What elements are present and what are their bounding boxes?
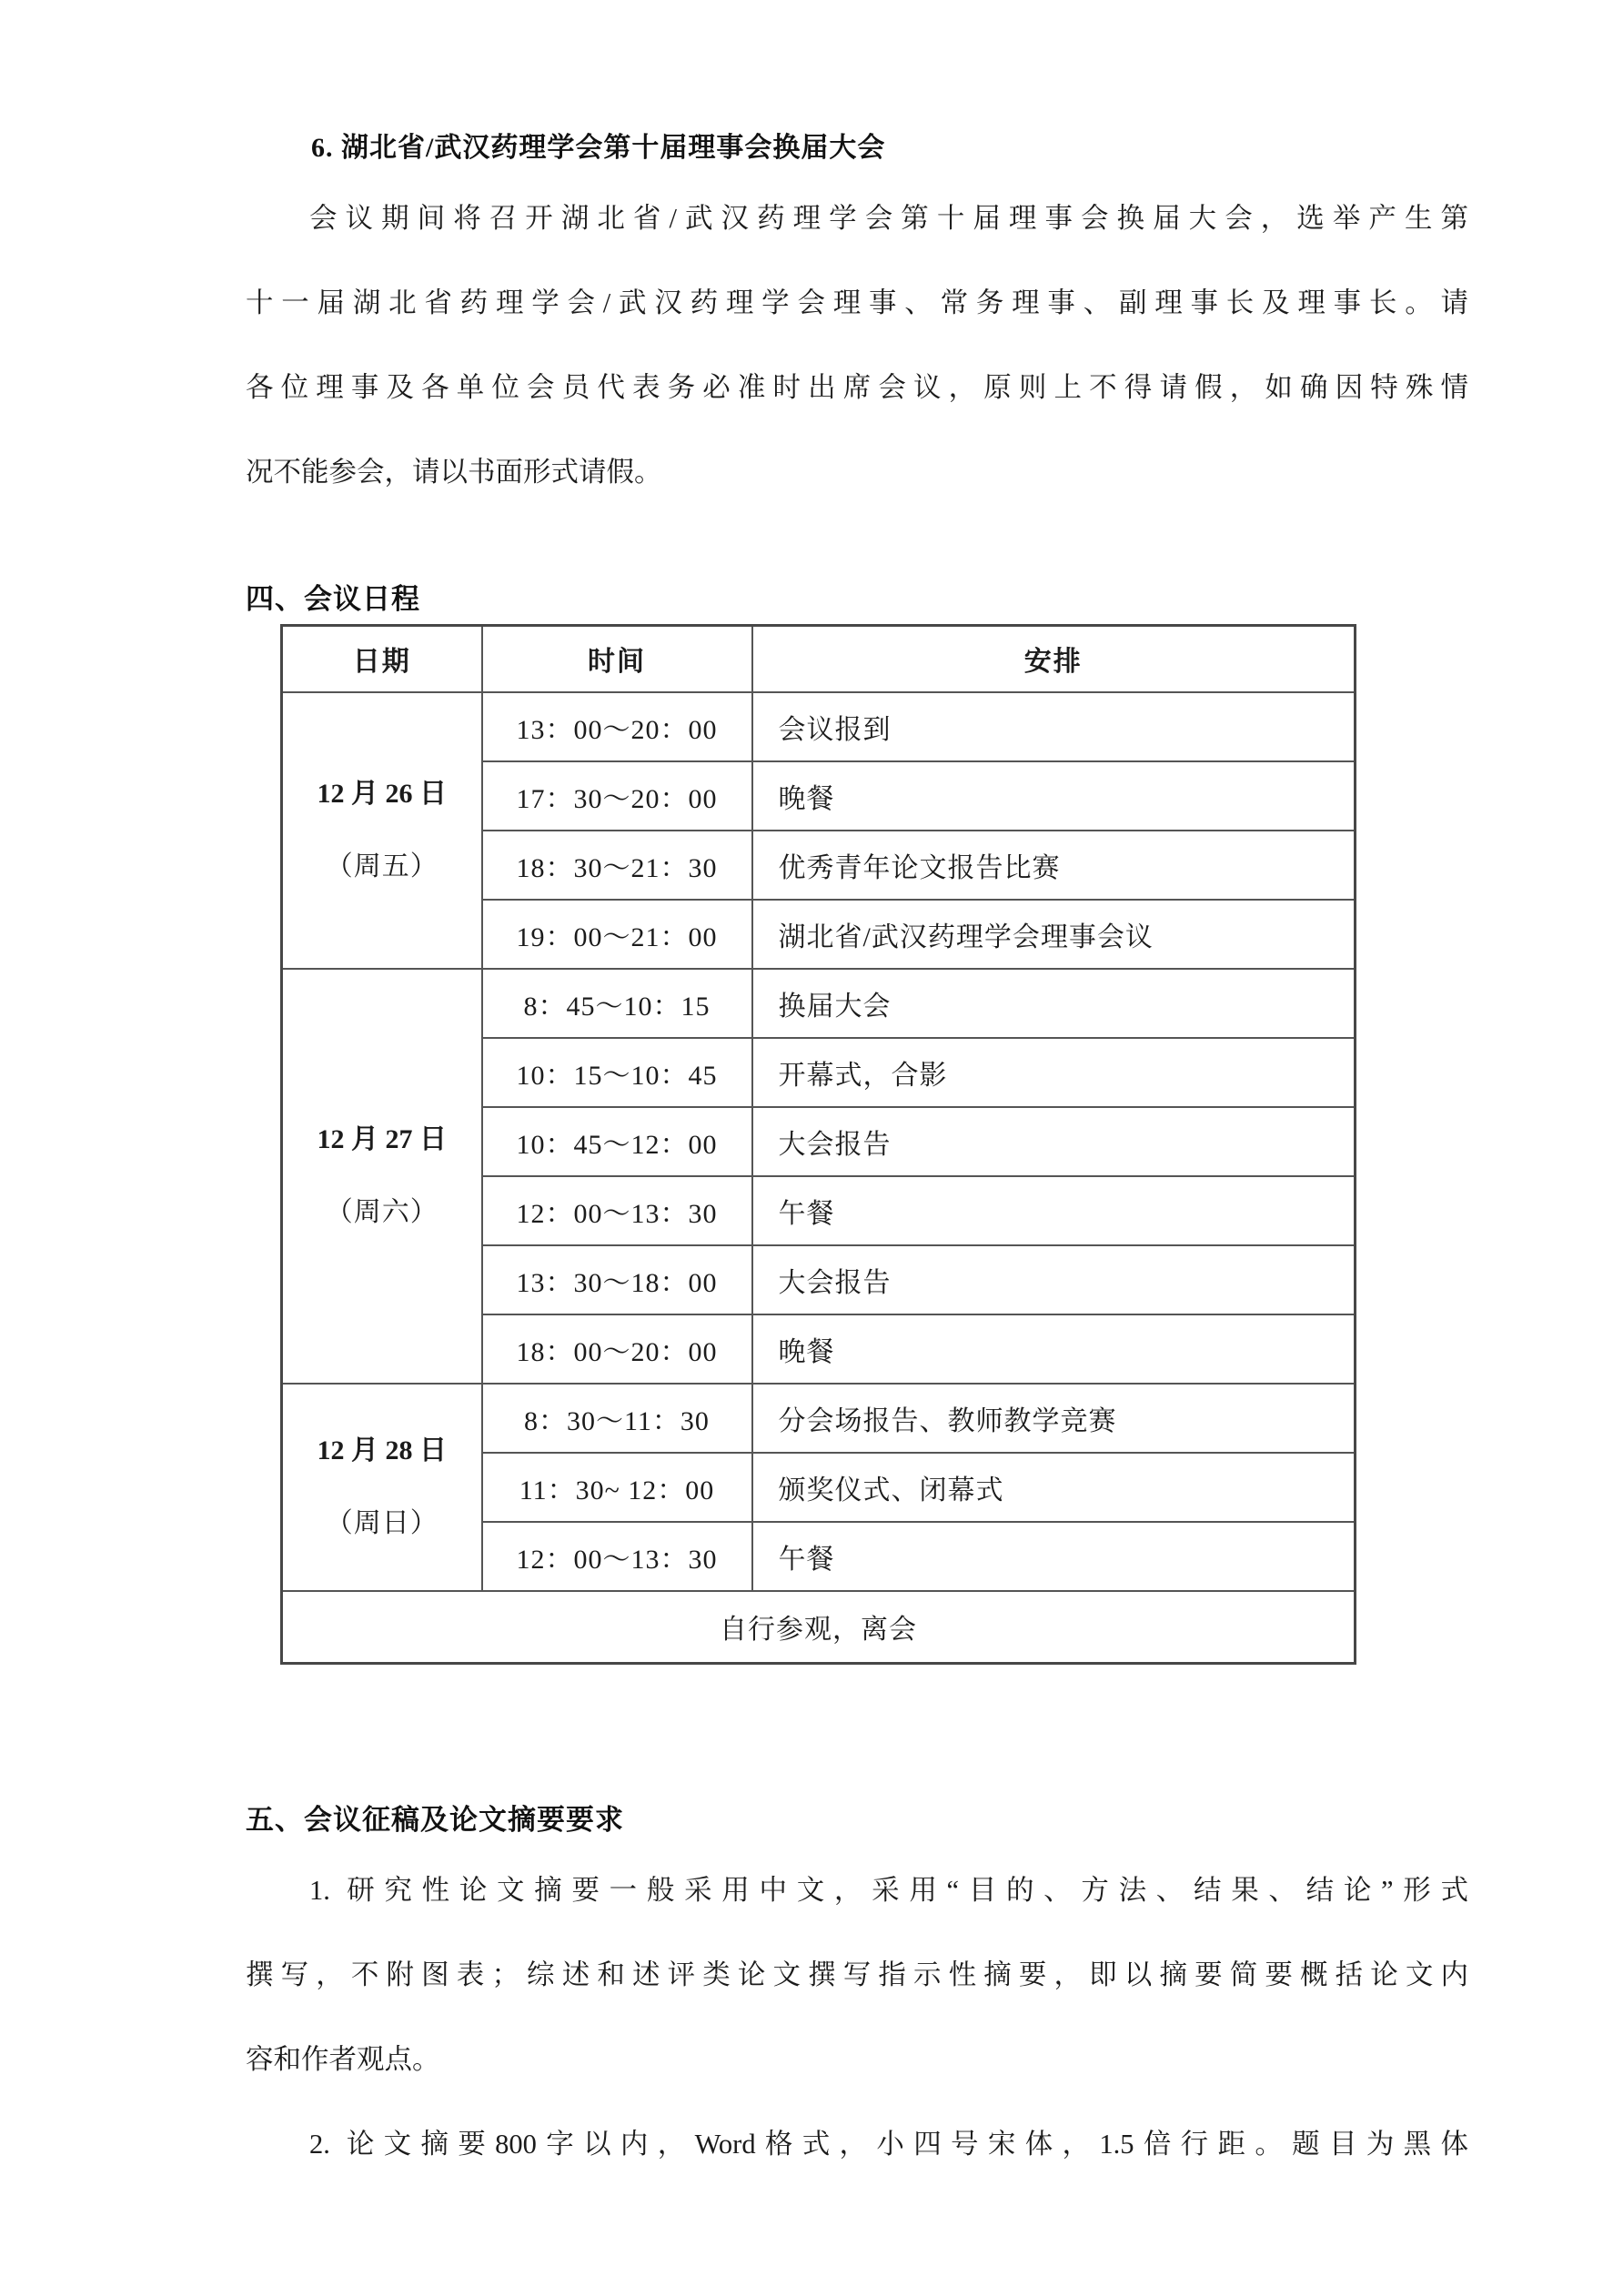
date-cell-day3 xyxy=(282,1384,482,1591)
date-text: 12 月 28 日 xyxy=(317,1435,447,1465)
schedule-table xyxy=(280,624,1356,1665)
paragraph-line: 会议期间将召开湖北省/武汉药理学会第十届理事会换届大会，选举产生第 xyxy=(309,203,1468,234)
date-text: 12 月 27 日 xyxy=(317,1123,447,1154)
section6-heading: 6. 湖北省/武汉药理学会第十届理事会换届大会 xyxy=(311,133,886,163)
col-header-date: 日期 xyxy=(282,626,482,692)
time-cell: 11：30~ 12：00 xyxy=(482,1453,752,1522)
table-row xyxy=(282,692,1356,761)
paragraph-line: 容和作者观点。 xyxy=(246,2044,440,2075)
paragraph-line: 撰写，不附图表；综述和述评类论文撰写指示性摘要，即以摘要简要概括论文内 xyxy=(246,1959,1468,1990)
col-header-arrangement: 安排 xyxy=(752,626,1356,692)
paragraph-line: 2. 论文摘要800字以内，Word格式，小四号宋体，1.5倍行距。题目为黑体 xyxy=(309,2129,1468,2160)
arrangement-cell: 颁奖仪式、闭幕式 xyxy=(752,1453,1356,1522)
arrangement-cell: 优秀青年论文报告比赛 xyxy=(752,831,1356,900)
time-cell: 19：00～21：00 xyxy=(482,900,752,969)
paragraph-line: 1. 研究性论文摘要一般采用中文，采用“目的、方法、结果、结论”形式 xyxy=(309,1875,1468,1906)
table-footer-row xyxy=(282,1591,1356,1664)
arrangement-cell: 晚餐 xyxy=(752,1314,1356,1384)
time-cell: 13：30～18：00 xyxy=(482,1245,752,1314)
time-cell: 10：45～12：00 xyxy=(482,1107,752,1176)
arrangement-cell: 会议报到 xyxy=(752,692,1356,761)
paragraph-line: 各位理事及各单位会员代表务必准时出席会议，原则上不得请假，如确因特殊情 xyxy=(246,372,1468,403)
date-cell-day2 xyxy=(282,969,482,1384)
section5-heading: 五、会议征稿及论文摘要要求 xyxy=(246,1804,624,1836)
table-header-row xyxy=(282,626,1356,692)
date-cell-day1 xyxy=(282,692,482,969)
table-row xyxy=(282,969,1356,1038)
col-header-time: 时间 xyxy=(482,626,752,692)
date-text: 12 月 26 日 xyxy=(317,778,447,809)
arrangement-cell: 开幕式，合影 xyxy=(752,1038,1356,1107)
arrangement-cell: 午餐 xyxy=(752,1522,1356,1591)
arrangement-cell: 午餐 xyxy=(752,1176,1356,1245)
paragraph-line: 况不能参会，请以书面形式请假。 xyxy=(246,457,662,488)
time-cell: 10：15～10：45 xyxy=(482,1038,752,1107)
time-cell: 12：00～13：30 xyxy=(482,1522,752,1591)
time-cell: 18：30～21：30 xyxy=(482,831,752,900)
table-footer-note: 自行参观，离会 xyxy=(282,1591,1356,1664)
time-cell: 8：30～11：30 xyxy=(482,1384,752,1453)
time-cell: 18：00～20：00 xyxy=(482,1314,752,1384)
time-cell: 8：45～10：15 xyxy=(482,969,752,1038)
arrangement-cell: 大会报告 xyxy=(752,1107,1356,1176)
schedule-section-heading: 四、会议日程 xyxy=(246,583,420,615)
arrangement-cell: 换届大会 xyxy=(752,969,1356,1038)
paragraph-line: 十一届湖北省药理学会/武汉药理学会理事、常务理事、副理事长及理事长。请 xyxy=(246,287,1468,318)
weekday-text: （周五） xyxy=(325,851,439,881)
weekday-text: （周日） xyxy=(325,1507,439,1538)
section6-paragraph xyxy=(246,176,1468,515)
arrangement-cell: 分会场报告、教师教学竞赛 xyxy=(752,1384,1356,1453)
arrangement-cell: 大会报告 xyxy=(752,1245,1356,1314)
arrangement-cell: 湖北省/武汉药理学会理事会议 xyxy=(752,900,1356,969)
time-cell: 13：00～20：00 xyxy=(482,692,752,761)
weekday-text: （周六） xyxy=(325,1196,439,1227)
time-cell: 17：30～20：00 xyxy=(482,761,752,831)
time-cell: 12：00～13：30 xyxy=(482,1176,752,1245)
document-content xyxy=(246,0,1468,2187)
section5-paragraph2 xyxy=(246,2102,1468,2187)
table-row xyxy=(282,1384,1356,1453)
section5-paragraph1 xyxy=(246,1848,1468,2102)
arrangement-cell: 晚餐 xyxy=(752,761,1356,831)
